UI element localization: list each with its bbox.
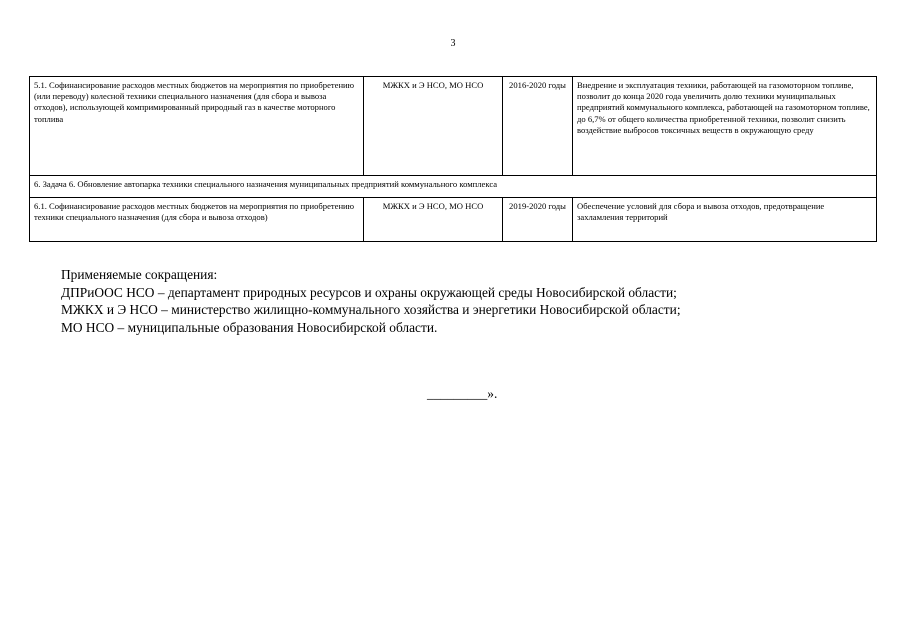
period-cell: 2016-2020 годы <box>503 77 573 176</box>
table-row-task <box>30 176 877 198</box>
result-cell: Обеспечение условий для сбора и вывоза отходов, предотвращение захламления территорий <box>573 198 877 242</box>
executor-cell: МЖКХ и Э НСО, МО НСО <box>364 77 503 176</box>
task-cell: 6. Задача 6. Обновление автопарка техники специального назначения муниципальных предприятий коммунального комплекса <box>30 176 877 198</box>
closing-mark: _________». <box>427 386 498 401</box>
page-number: 3 <box>450 38 456 49</box>
period-cell: 2019-2020 годы <box>503 198 573 242</box>
measures-table <box>29 76 877 242</box>
measure-cell: 6.1. Софинансирование расходов местных бюджетов на мероприятия по приобретению техники специального назначения (для сбора и вывоза отходов) <box>30 198 364 242</box>
executor-cell: МЖКХ и Э НСО, МО НСО <box>364 198 503 242</box>
abbreviation-item: МЖКХ и Э НСО – министерство жилищно-коммунального хозяйства и энергетики Новосибирской области; <box>61 302 681 318</box>
abbreviation-item: МО НСО – муниципальные образования Новосибирской области. <box>61 319 438 335</box>
result-cell: Внедрение и эксплуатация техники, работающей на газомоторном топливе, позволит до конца 2020 года увеличить долю техники муниципальных предприятий коммунального комплекса, работающей на газомоторном топливе, до 6,7% от общего количества приобретенной техники, позволит снизить воздействие выбросов токсичных веществ в окружающую среду <box>573 77 877 176</box>
abbreviation-item: ДПРиООС НСО – департамент природных ресурсов и охраны окружающей среды Новосибирской области; <box>61 284 677 300</box>
abbreviations-block <box>61 266 881 336</box>
table-row <box>30 198 877 242</box>
measure-cell: 5.1. Софинансирование расходов местных бюджетов на мероприятия по приобретению (или переводу) колесной техники специального назначения (для сбора и вывоза отходов), использующей компримированный природный газ в качестве моторного топлива <box>30 77 364 176</box>
abbreviations-heading: Применяемые сокращения: <box>61 267 218 282</box>
table-row <box>30 77 877 176</box>
